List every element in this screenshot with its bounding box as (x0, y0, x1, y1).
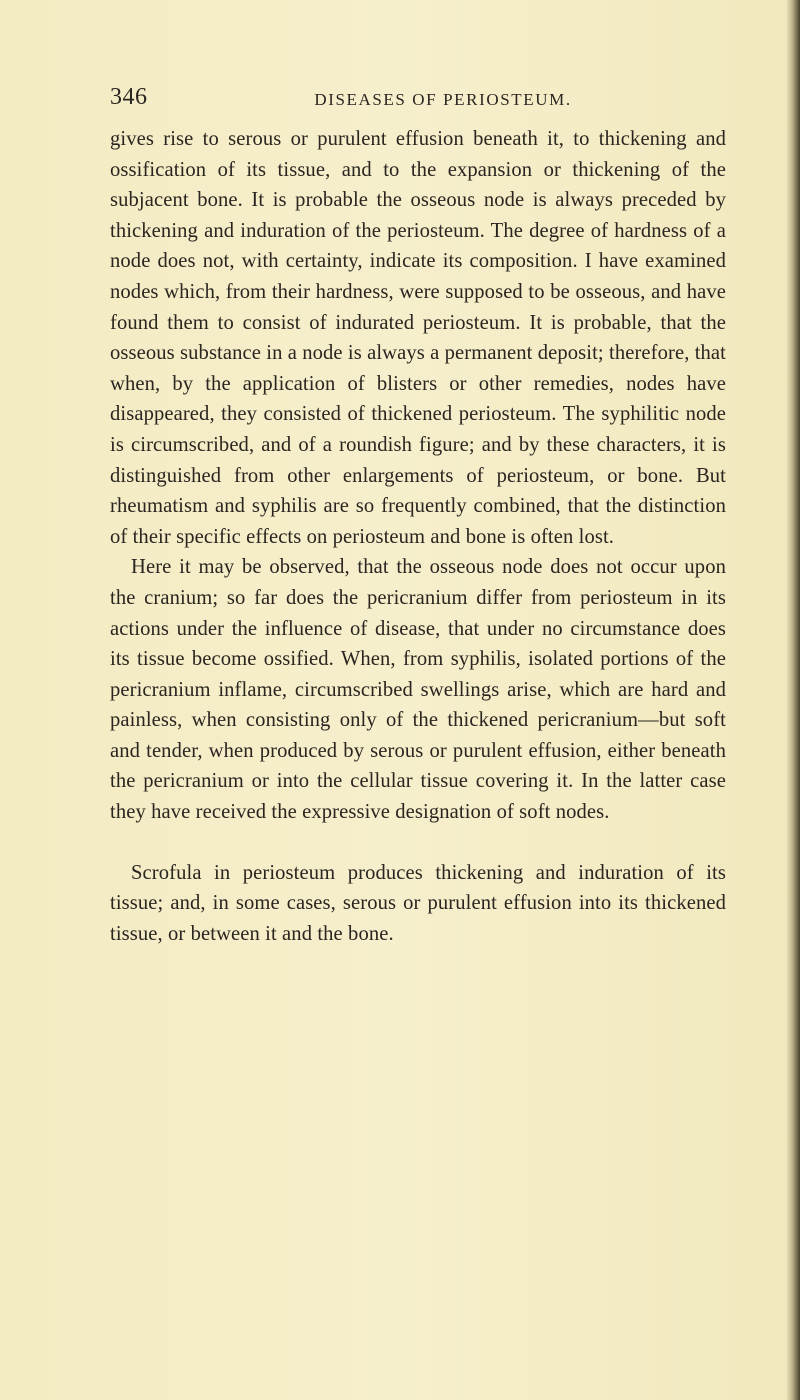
paragraph-1: gives rise to serous or purulent effusion beneath it, to thickening and ossification of its tissue, and to the expansion or thickening of the subjacent bone. It is probable the osseous node is always preceded by thickening and induration of the periosteum. The degree of hardness of a node does not, with certainty, indicate its composition. I have examined nodes which, from their hardness, were supposed to be osseous, and have found them to consist of indurated periosteum. It is probable, that the osseous substance in a node is always a permanent deposit; therefore, that when, by the application of blisters or other remedies, nodes have disappeared, they consisted of thickened periosteum. The syphilitic node is circumscribed, and of a roundish figure; and by these characters, it is distinguished from other enlargements of periosteum, or bone. But rheumatism and syphilis are so frequently combined, that the distinction of their specific effects on periosteum and bone is often lost. (110, 128, 726, 548)
page-edge-shadow (786, 0, 800, 1400)
page-number: 346 (110, 84, 148, 110)
running-head (110, 84, 726, 118)
running-title: DISEASES OF PERIOSTEUM. (314, 90, 572, 109)
body-text (110, 124, 726, 949)
paragraph-3: Scrofula in periosteum produces thickening and induration of its tissue; and, in some cases, serous or purulent effusion into its thickened tissue, or between it and the bone. (110, 861, 726, 945)
paragraph-2: Here it may be observed, that the osseous node does not occur upon the cranium; so far does the pericranium differ from periosteum in its actions under the influence of disease, that under no circumstance does its tissue become ossified. When, from syphilis, isolated portions of the pericranium inflame, circumscribed swellings arise, which are hard and painless, when consisting only of the thickened pericranium—but soft and tender, when produced by serous or purulent effusion, either beneath the pericranium or into the cellular tissue covering it. In the latter case they have received the expressive designation of soft nodes. (110, 556, 726, 824)
